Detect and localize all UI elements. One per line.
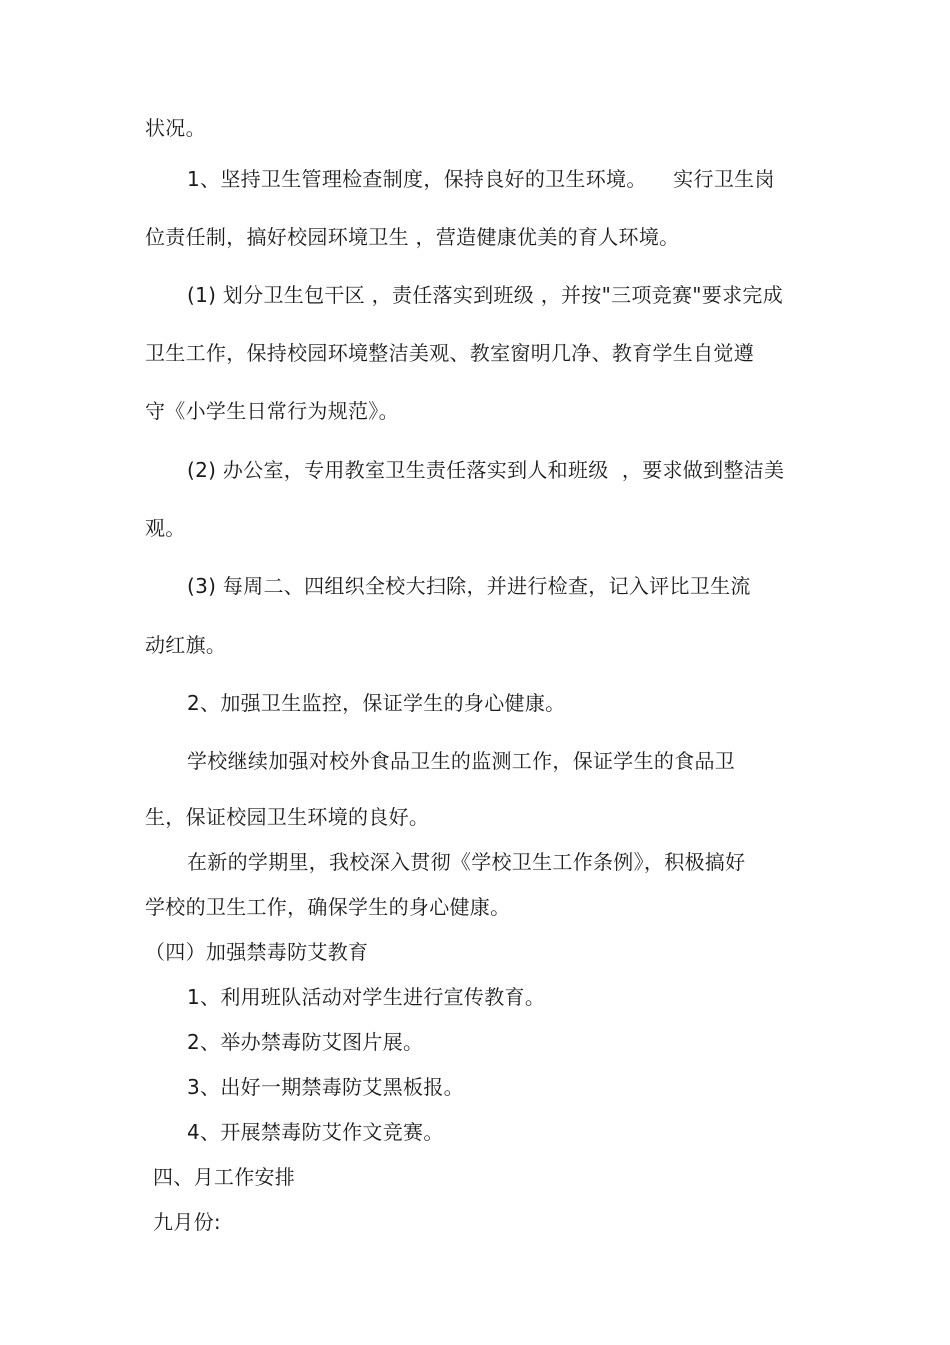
text-line: (1) 划分卫生包干区 ，责任落实到班级 ，并按"三项竞赛"要求完成 [187,283,783,307]
text-line: 1、利用班队活动对学生进行宣传教育。 [187,985,546,1009]
text-line: 生，保证校园卫生环境的良好。 [145,805,430,829]
text-line: 状况。 [145,116,206,140]
section-heading: 四、月工作安排 [153,1165,296,1189]
text-line: (2) 办公室，专用教室卫生责任落实到人和班级 ，要求做到整洁美 [187,458,785,482]
text-line: 位责任制，搞好校园环境卫生 ，营造健康优美的育人环境。 [145,225,680,249]
text-line: 卫生工作，保持校园环境整洁美观、教室窗明几净、教育学生自觉遵 [145,341,754,365]
text-line: 在新的学期里，我校深入贯彻《学校卫生工作条例》，积极搞好 [187,850,746,874]
text-line: 观。 [145,516,186,540]
text-line: 学校的卫生工作，确保学生的身心健康。 [145,895,511,919]
section-heading: 九月份: [153,1210,221,1234]
text-line: 2、举办禁毒防艾图片展。 [187,1030,424,1054]
section-heading: （四）加强禁毒防艾教育 [145,940,369,964]
text-line: 2、加强卫生监控，保证学生的身心健康。 [187,691,566,715]
text-line: 动红旗。 [145,633,227,657]
text-line: 学校继续加强对校外食品卫生的监测工作，保证学生的食品卫 [187,749,736,773]
text-line: 3、出好一期禁毒防艾黑板报。 [187,1075,464,1099]
text-line: (3) 每周二、四组织全校大扫除，并进行检查，记入评比卫生流 [187,574,751,598]
text-line: 守《小学生日常行为规范》。 [145,399,399,423]
text-line: 1、坚持卫生管理检查制度，保持良好的卫生环境。 实行卫生岗 [187,167,775,191]
text-line: 4、开展禁毒防艾作文竞赛。 [187,1120,444,1144]
